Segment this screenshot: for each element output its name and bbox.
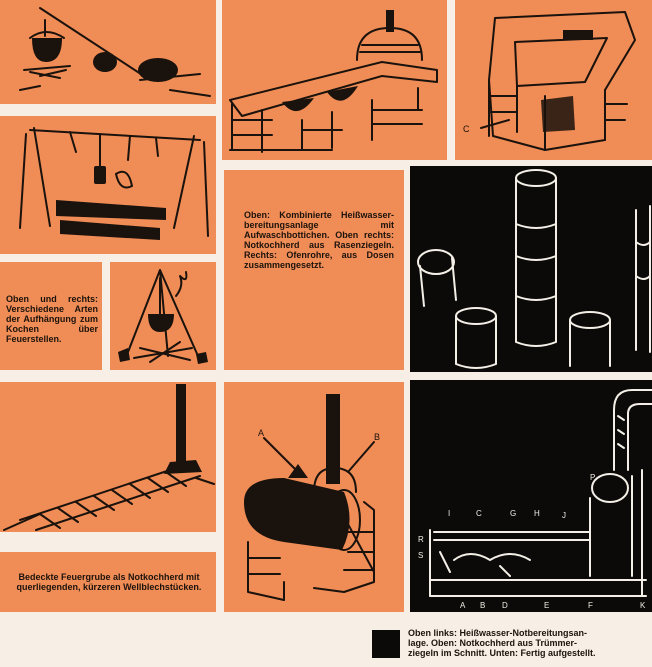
caption-hanging: Oben und rechts: Verschiedene Arten der Aufhängung zum Kochen über Feuerstellen. — [6, 294, 98, 344]
drum-stove-illustration — [224, 382, 404, 612]
panel-gallows-frame — [0, 116, 216, 254]
section-label: E — [544, 601, 550, 610]
panel-caption-hot-water — [224, 170, 404, 370]
section-label: F — [588, 601, 593, 610]
section-label: I — [448, 509, 451, 518]
kettle-fire-illustration — [0, 0, 216, 104]
caption-bottom-right: Oben links: Heißwasser-Notbereitungsanlage. Oben: Notkochherd aus Trümmerziegeln im Schnitt. Unten: Fertig aufgestellt. — [408, 628, 596, 658]
panel-sod-stove — [455, 0, 652, 160]
bottom-marker-square — [372, 630, 400, 658]
caption-fire-pit: Bedeckte Feuergrube als Notkochherd mit querliegenden, kürzeren Wellblechstücken. — [16, 572, 202, 592]
sod-stove-illustration — [455, 0, 652, 160]
label-b: B — [374, 432, 381, 442]
panel-tripod — [110, 262, 216, 370]
panel-can-pipes — [410, 166, 652, 372]
section-label: A — [460, 601, 466, 610]
section-label: C — [476, 509, 482, 518]
caption-hot-water: Oben: Kombinierte Heißwasserbereitungsanlage mit Aufwaschbottichen. Oben rechts: Notkochherd aus Rasenziegeln. Rechts: Ofenrohre, aus Dosen zusammengesetzt. — [244, 210, 394, 270]
section-label: G — [510, 509, 517, 518]
panel-caption-fire-pit — [0, 552, 216, 612]
section-label: J — [562, 511, 566, 520]
section-view-illustration — [410, 380, 652, 612]
can-pipes-illustration — [410, 166, 652, 372]
gallows-frame-illustration — [0, 116, 216, 254]
label-c: C — [463, 124, 470, 134]
panel-drum-stove — [224, 382, 404, 612]
section-label: H — [534, 509, 540, 518]
panel-caption-hanging — [0, 262, 102, 370]
section-label: B — [480, 601, 486, 610]
panel-hot-water-unit — [222, 0, 447, 160]
hot-water-unit-illustration — [222, 0, 447, 160]
tripod-illustration — [110, 262, 216, 370]
section-label: S — [418, 551, 424, 560]
section-letter-labels — [418, 473, 646, 610]
label-a: A — [258, 428, 265, 438]
panel-kettle-over-fire — [0, 0, 216, 104]
section-label: R — [418, 535, 424, 544]
panel-fire-pit — [0, 382, 216, 532]
panel-section-view — [410, 380, 652, 612]
section-label: P — [590, 473, 596, 482]
fire-pit-illustration — [0, 382, 216, 532]
section-label: K — [640, 601, 646, 610]
section-label: D — [502, 601, 508, 610]
